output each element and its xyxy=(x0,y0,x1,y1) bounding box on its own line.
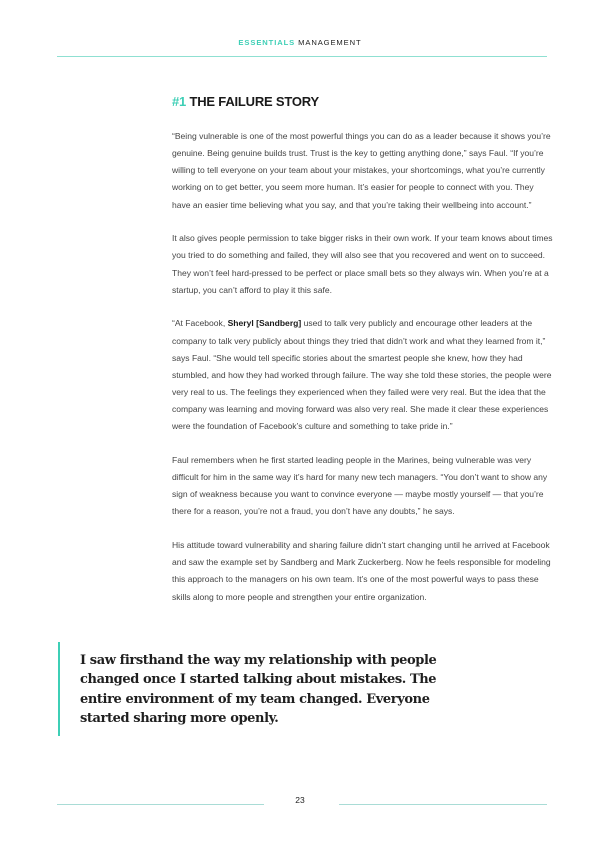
header-divider xyxy=(57,56,547,57)
section-title xyxy=(172,94,319,109)
paragraph-3 xyxy=(172,315,554,435)
pull-quote-text: I saw firsthand the way my relationship with people changed once I started talking about mistakes. The entire environment of my team changed. Everyone started sharing more openly. xyxy=(80,653,437,727)
paragraph-3-rest: used to talk very publicly and encourage other leaders at the company to talk very publicly about things they tried that didn’t work and what they learned from it,” says Faul. “She would tell specific stories about the smartest people she knew, how they had stumbled, and how they had worked through failure. The way she told these stories, the people were very real to us. The feelings they experienced when they failed were very real. But the idea that the company was learning and moving forward was also very real. She made it clear these experiences were the foundation of Facebook’s culture and something to take pride in.” xyxy=(172,318,552,432)
running-header xyxy=(0,38,600,47)
header-section: MANAGEMENT xyxy=(298,38,362,47)
header-brand: ESSENTIALS xyxy=(238,38,296,47)
page-number: 23 xyxy=(295,795,305,805)
paragraph-1: “Being vulnerable is one of the most powerful things you can do as a leader because it shows you’re genuine. Being genuine builds trust. Trust is the key to getting anything done,” says Faul. “If you’re willing to tell everyone on your team about your mistakes, your shortcomings, what you’re currently working on to get better, you seem more human. It’s easier for people to connect with you. They have an easier time believing what you say, and that you’re taking their wellbeing into account.” xyxy=(172,131,551,210)
paragraph-2: It also gives people permission to take bigger risks in their own work. If your team knows about times you tried to do something and failed, they will also see that you recovered and went on to succeed. They won’t feel hard-pressed to be perfect or place small bets so they always win. When you’re at a startup, you can’t afford to play it this safe. xyxy=(172,233,553,295)
paragraph-5: His attitude toward vulnerability and sharing failure didn’t start changing until he arrived at Facebook and saw the example set by Sandberg and Mark Zuckerberg. Now he feels responsible for modeling this approach to the managers on his own team. It’s one of the most powerful ways to pass these skills along to more people and strengthen your entire organization. xyxy=(172,540,551,602)
pull-quote xyxy=(58,642,440,736)
section-heading: THE FAILURE STORY xyxy=(189,94,319,109)
section-number: #1 xyxy=(172,94,187,109)
article-body xyxy=(172,128,554,622)
person-name-emphasis: Sheryl [Sandberg] xyxy=(227,318,302,329)
paragraph-3-lead: “At Facebook, xyxy=(172,318,228,329)
footer-divider-right xyxy=(339,804,547,805)
paragraph-4: Faul remembers when he first started leading people in the Marines, being vulnerable was very difficult for him in the same way it’s hard for many new tech managers. “You don’t want to show any sign of weakness because you want to convince everyone — maybe mostly yourself — that you’re there for a reason, you’re not a fraud, you don’t have any doubts,” he says. xyxy=(172,455,548,517)
